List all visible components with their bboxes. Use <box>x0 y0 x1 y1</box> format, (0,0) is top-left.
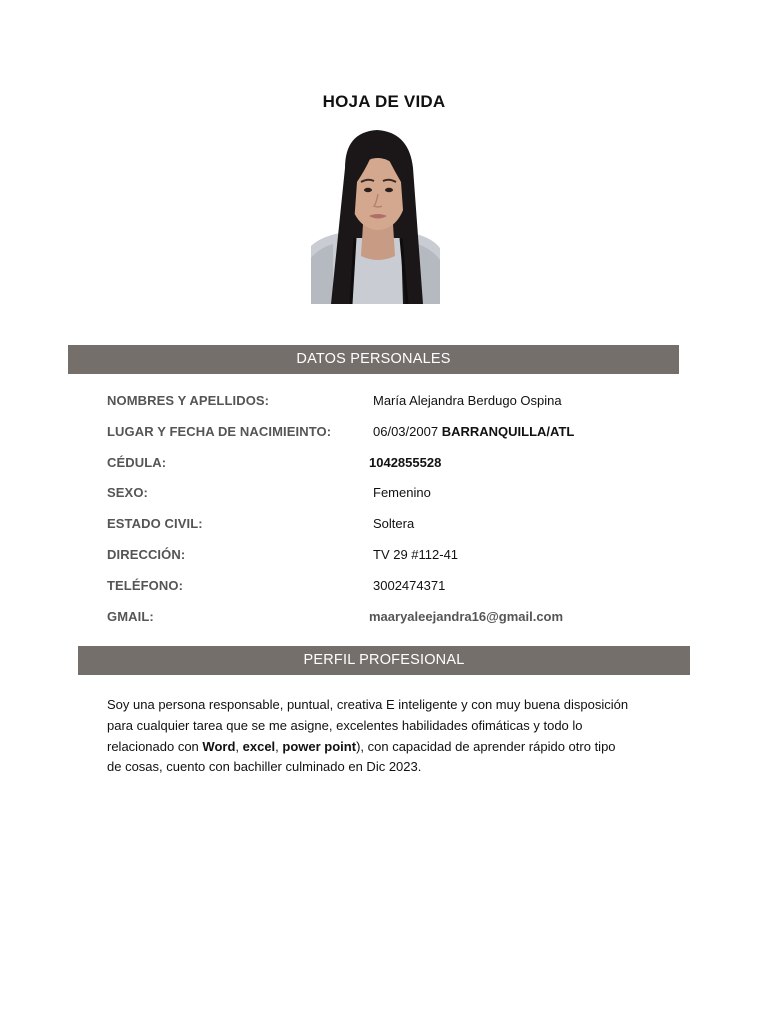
section-header-personal-data: DATOS PERSONALES <box>68 345 679 374</box>
field-row-phone <box>107 574 667 605</box>
field-row-email <box>107 605 667 636</box>
field-row-birth <box>107 420 667 451</box>
skill-power-point: power point <box>282 738 357 754</box>
portrait-illustration <box>311 128 440 304</box>
profile-text-run: relacionado con <box>107 738 203 754</box>
field-label: TELÉFONO: <box>107 577 184 593</box>
field-value-phone: 3002474371 <box>373 577 446 593</box>
field-row-name <box>107 389 667 420</box>
field-value-birth <box>373 424 574 439</box>
skill-word: Word <box>202 738 236 754</box>
birth-place: BARRANQUILLA/ATL <box>441 423 575 439</box>
field-label: GMAIL: <box>107 608 154 624</box>
field-label: NOMBRES Y APELLIDOS: <box>107 393 270 408</box>
field-value-id: 1042855528 <box>369 454 442 470</box>
profile-text-run: , <box>235 738 243 754</box>
field-label: SEXO: <box>107 485 148 501</box>
page-title: HOJA DE VIDA <box>322 92 446 111</box>
section-header-professional-profile: PERFIL PROFESIONAL <box>78 646 690 675</box>
personal-data-list <box>107 389 667 635</box>
skill-excel: excel <box>242 738 276 754</box>
field-label: LUGAR Y FECHA DE NACIMIEINTO: <box>107 423 332 439</box>
profile-line <box>107 737 667 758</box>
field-label: CÉDULA: <box>107 454 167 470</box>
field-value-name: María Alejandra Berdugo Ospina <box>373 393 562 408</box>
field-label: ESTADO CIVIL: <box>107 516 203 532</box>
field-value-address: TV 29 #112-41 <box>373 546 459 562</box>
profile-line: para cualquier tarea que se me asigne, excelentes habilidades ofimáticas y todo lo <box>107 717 583 733</box>
field-value-sex: Femenino <box>373 485 431 501</box>
profile-text-run: , <box>275 738 283 754</box>
field-label: DIRECCIÓN: <box>107 546 186 562</box>
field-row-civil-status <box>107 512 667 543</box>
email-link[interactable]: maaryaleejandra16@gmail.com <box>369 608 564 624</box>
profile-line: Soy una persona responsable, puntual, creativa E inteligente y con muy buena disposición <box>107 697 629 712</box>
field-row-id <box>107 451 667 482</box>
profile-line: de cosas, cuento con bachiller culminado en Dic 2023. <box>107 759 422 775</box>
profile-paragraph <box>107 695 667 778</box>
birth-date: 06/03/2007 <box>373 423 439 439</box>
field-row-address <box>107 543 667 574</box>
field-row-sex <box>107 481 667 512</box>
profile-photo <box>311 128 440 304</box>
field-value-civil-status: Soltera <box>373 516 415 532</box>
profile-text-run: ), con capacidad de aprender rápido otro tipo <box>356 738 616 754</box>
